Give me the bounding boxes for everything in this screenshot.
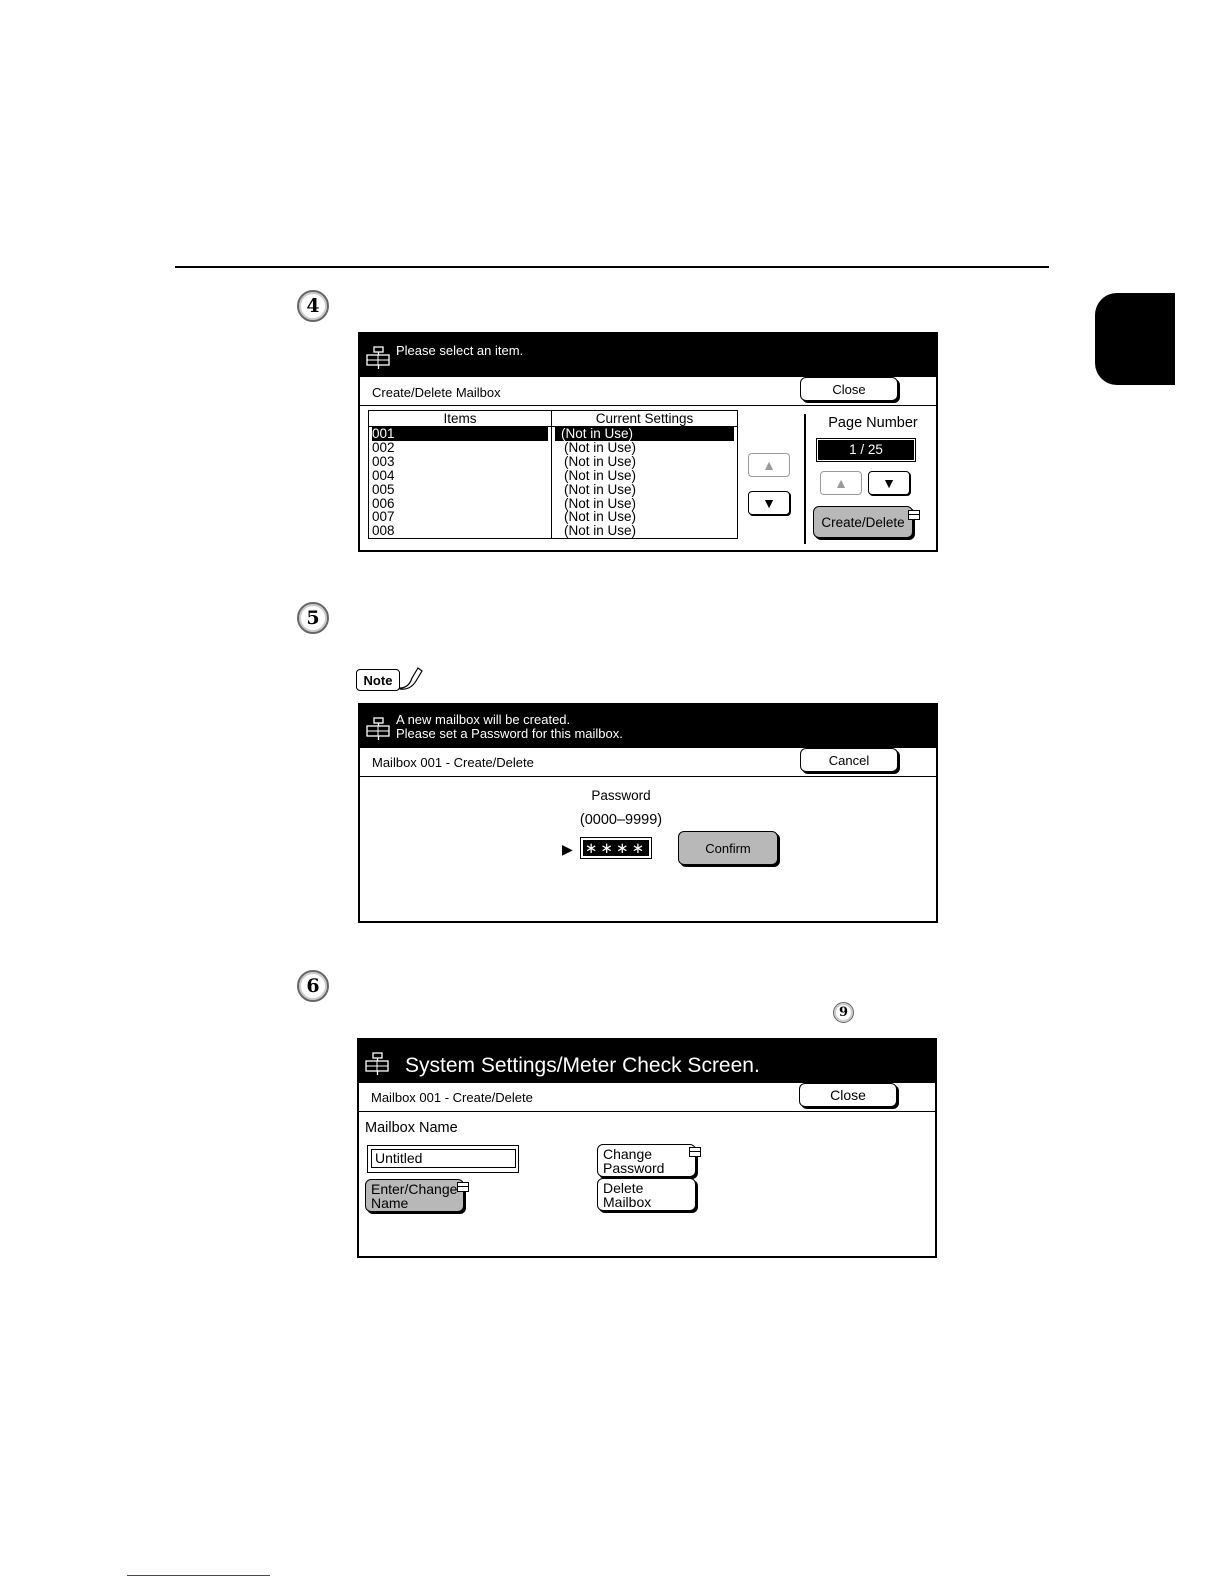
- memo-icon: [457, 1182, 469, 1192]
- message-text: Please select an item.: [396, 343, 524, 358]
- close-button[interactable]: Close: [799, 1083, 897, 1107]
- machine-icon: [365, 1052, 391, 1076]
- list-row-selected[interactable]: [369, 427, 738, 441]
- list-scroll-up-button[interactable]: ▲: [748, 453, 790, 477]
- button-label-line: Enter/Change: [371, 1180, 458, 1197]
- step-6-marker: 6: [297, 970, 329, 1002]
- enter-change-name-button[interactable]: [365, 1179, 464, 1212]
- list-row[interactable]: [369, 483, 738, 497]
- step-5-marker: 5: [297, 602, 329, 634]
- list-row[interactable]: [369, 469, 738, 483]
- title-bar: [359, 1083, 935, 1112]
- row-setting: (Not in Use): [564, 509, 637, 525]
- row-item: 002: [369, 441, 552, 455]
- row-item: 001: [372, 427, 548, 441]
- message-line-2: Please set a Password for this mailbox.: [396, 726, 623, 741]
- screen-title: Mailbox 001 - Create/Delete: [372, 755, 534, 770]
- row-item: 003: [369, 455, 552, 469]
- delete-mailbox-button[interactable]: [597, 1178, 696, 1211]
- memo-icon: [689, 1147, 701, 1157]
- password-range: (0000–9999): [579, 812, 663, 828]
- screen-mailbox-settings: [357, 1038, 937, 1258]
- password-input[interactable]: ∗∗∗∗: [584, 840, 648, 857]
- row-setting: (Not in Use): [555, 427, 734, 441]
- confirm-button[interactable]: Confirm: [678, 831, 778, 865]
- message-bar: [359, 1040, 935, 1083]
- list-row[interactable]: [369, 455, 738, 469]
- page-up-button[interactable]: ▲: [820, 471, 862, 495]
- mailbox-list: [368, 410, 738, 539]
- list-row[interactable]: [369, 441, 738, 455]
- step-9-reference: 9: [833, 1002, 854, 1023]
- row-setting: (Not in Use): [564, 439, 637, 455]
- screen-title: Mailbox 001 - Create/Delete: [371, 1090, 533, 1105]
- title-bar: [360, 377, 936, 406]
- mailbox-name-label: Mailbox Name: [365, 1120, 458, 1136]
- change-password-button[interactable]: [597, 1144, 696, 1177]
- row-setting: (Not in Use): [564, 453, 637, 469]
- create-delete-button[interactable]: Create/Delete: [813, 506, 913, 538]
- message-bar: [360, 334, 936, 377]
- page-down-button[interactable]: ▼: [868, 471, 910, 495]
- machine-icon: [366, 717, 392, 741]
- page-divider: [804, 414, 806, 544]
- button-label-line: Mailbox: [603, 1193, 652, 1210]
- row-item: 007: [369, 510, 552, 524]
- message-bar: [360, 705, 936, 748]
- input-pointer-icon: ▶: [562, 841, 573, 857]
- screen-title: Create/Delete Mailbox: [372, 385, 501, 400]
- mailbox-name-frame: [367, 1145, 519, 1173]
- memo-icon: [908, 510, 920, 520]
- title-bar: [360, 748, 936, 777]
- screen-set-password: [358, 703, 938, 923]
- col-settings-header: Current Settings: [552, 411, 738, 427]
- page-number-label: Page Number: [828, 415, 918, 431]
- machine-icon: [366, 346, 392, 370]
- row-item: 005: [369, 483, 552, 497]
- list-scroll-down-button[interactable]: ▼: [748, 491, 790, 515]
- message-text: System Settings/Meter Check Screen.: [405, 1054, 760, 1077]
- mailbox-name-field[interactable]: Untitled: [371, 1149, 516, 1168]
- pencil-icon: [398, 666, 424, 692]
- cancel-button[interactable]: Cancel: [800, 748, 898, 772]
- row-setting: (Not in Use): [564, 467, 637, 483]
- message-line-1: A new mailbox will be created.: [396, 712, 571, 727]
- close-button[interactable]: Close: [800, 377, 898, 401]
- note-label: Note: [356, 669, 400, 691]
- list-row[interactable]: [369, 524, 738, 538]
- row-item: 008: [369, 524, 552, 538]
- button-label-line: Change: [603, 1145, 653, 1162]
- row-item: 004: [369, 469, 552, 483]
- footer-link-underline: [127, 1575, 270, 1576]
- button-label-line: Name: [371, 1194, 409, 1211]
- password-label: Password: [591, 788, 651, 803]
- col-items-header: Items: [369, 411, 552, 427]
- screen-create-delete-mailbox: [358, 332, 938, 552]
- button-label-line: Password: [603, 1159, 665, 1176]
- row-setting: (Not in Use): [564, 495, 637, 511]
- list-row[interactable]: [369, 497, 738, 511]
- row-setting: (Not in Use): [564, 481, 637, 497]
- step-4-marker: 4: [297, 290, 329, 322]
- chapter-tab: [1095, 293, 1175, 385]
- row-item: 006: [369, 497, 552, 511]
- header-rule: [175, 266, 1049, 268]
- page-number-value: 1 / 25: [818, 440, 914, 460]
- button-label-line: Delete: [603, 1179, 644, 1196]
- row-setting: (Not in Use): [564, 523, 637, 539]
- list-row[interactable]: [369, 510, 738, 524]
